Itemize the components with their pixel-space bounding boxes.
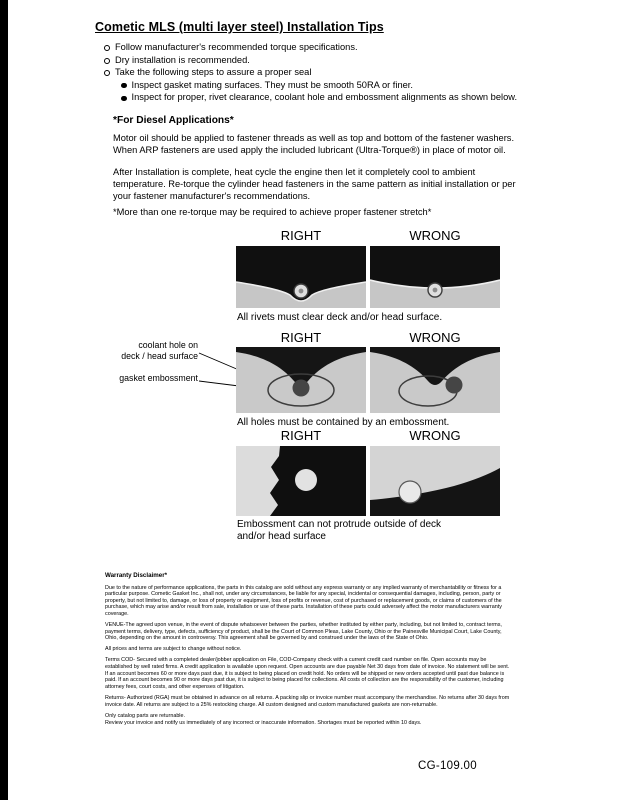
tip-subitem [121,79,517,92]
open-bullet-icon [104,58,110,64]
coolant-wrong-diagram [370,347,500,413]
coolant-right-diagram [236,347,366,413]
disclaimer-paragraph: Only catalog parts are returnable. [105,712,186,719]
right-label-row3: RIGHT [280,428,322,443]
disclaimer-paragraph: VENUE-The agreed upon venue, in the event of dispute whatsoever between the parties, whether instituted by either party, including, but not limited to, contract terms, payment terms, delivery, type, defects, sufficiency of product, shall be the Court of Common Pleas, Lake County, Ohio or the Painesville Municipal Court, Lake County, Ohio, depending on the amount in controversy. This agreement shall be governed by and construed under the laws of the State of Ohio. [105,622,502,642]
tip-subitem [121,91,517,104]
tip-text: Dry installation is recommended. [115,54,250,65]
filled-bullet-icon [121,96,127,102]
caption-rivets: All rivets must clear deck and/or head surface. [237,312,443,323]
disclaimer-paragraph: All prices and terms are subject to change without notice. [105,646,242,653]
callout-gasket-embossment: gasket embossment [119,373,198,383]
tip-text: Inspect gasket mating surfaces. They must be smooth 50RA or finer. [131,79,413,90]
right-label-row1: RIGHT [280,228,322,243]
wrong-label-row2: WRONG [409,330,461,345]
diesel-paragraph-2: After Installation is complete, heat cycle the engine then let it completely cool to ambient temperature. Re-torque the cylinder head fasteners in the same pattern as initial installation or per your fastener manufacturer's recommendations. [113,167,516,202]
diesel-applications-heading: *For Diesel Applications* [113,115,234,126]
wrong-label-row3: WRONG [409,428,461,443]
page-code: CG-109.00 [418,760,477,772]
caption-holes: All holes must be contained by an embossment. [237,417,450,428]
retorque-note: *More than one re-torque may be required to achieve proper fastener stretch* [113,207,432,217]
callout-labels [104,340,198,384]
tip-item [104,41,517,54]
page-title: Cometic MLS (multi layer steel) Installation Tips [95,20,384,34]
pointer-line [199,353,239,370]
rivet-right-diagram [236,246,366,308]
tip-text: Follow manufacturer's recommended torque specifications. [115,42,358,52]
diesel-paragraph-1: Motor oil should be applied to fastener threads as well as top and bottom of the fastener washers. When ARP fasteners are used apply the included lubricant (Ultra-Torque®) in place of motor oil. [113,133,515,156]
disclaimer-paragraph: Due to the nature of performance applications, the parts in this catalog are sold without any express warranty or any implied warranty of merchantability or fitness for a particular purpose. Cometic Gasket Inc., shall not, under any circumstances, be liable for any special, incidental or consequential damages, including, person, party or property, but not limited to, damage, or loss of property or equipment, loss of profits or revenue, cost of purchased or replacement goods, or claims of customers of the purchase, which may arise and/or result from sale, installation or use of these parts. Installation of these parts could adversely affect the motor manufacturers warranty coverage. [105,584,502,617]
embossment-hole [399,481,421,503]
filled-bullet-icon [121,83,127,89]
warranty-disclaimer-heading: Warranty Disclaimer* [105,572,168,579]
disclaimer-paragraph: Returns- Authorized (RGA) must be obtained in advance on all returns. A packing slip or invoice number must accompany the merchandise. No returns after 30 days from invoice date. All returns are subject to a 25% restocking charge. All custom designed and custom manufactured gaskets are non-returnable. [105,694,510,708]
tip-item [104,66,517,79]
embossment-hole [295,469,317,491]
open-bullet-icon [104,70,110,76]
callout-coolant-hole-line2: deck / head surface [121,351,198,361]
open-bullet-icon [104,45,110,51]
rivet-center [299,289,304,294]
rivet-wrong-diagram [370,246,500,308]
pointer-line [199,381,239,386]
callout-coolant-hole-line1: coolant hole on [138,340,198,350]
tip-item [104,54,517,67]
right-label-row2: RIGHT [280,330,322,345]
coolant-hole [446,377,463,394]
coolant-hole [293,380,310,397]
page-edge-bar [0,0,8,800]
rivet-center [433,288,438,293]
wrong-label-row1: WRONG [409,228,461,243]
callout-pointer-lines [198,346,240,390]
tip-text: Take the following steps to assure a proper seal [115,67,312,78]
embossment-right-diagram [236,446,366,516]
tips-list [104,41,517,104]
disclaimer-paragraph: Terms COD- Secured with a completed dealer/jobber application on File, COD-Company check with a current credit card number on file. Open accounts may be established by well rated firms. A credit application is available upon request. Open accounts are due payable Net 30 days from date of invoice. No statement will be sent. If an account becomes 60 or more days past due, it is subject to being placed on credit hold. No orders will be shipped or new orders accepted until past due balance is paid. If an account becomes 90 or more days past due, it is subject to being placed for collections. All costs of collection are the responsibility of the customer, including attorney fees, court costs, and other expenses of litigation. [105,657,510,690]
deck-region [270,446,366,516]
caption-embossment: Embossment can not protrude outside of deck and/or head surface [237,519,442,542]
tip-text: Inspect for proper, rivet clearance, coolant hole and embossment alignments as shown below. [131,92,518,103]
embossment-wrong-diagram [370,446,500,516]
disclaimer-paragraph: Review your invoice and notify us immediately of any incorrect or inaccurate information. Shortages must be reported within 10 days. [105,720,422,727]
warranty-disclaimer [105,573,513,731]
